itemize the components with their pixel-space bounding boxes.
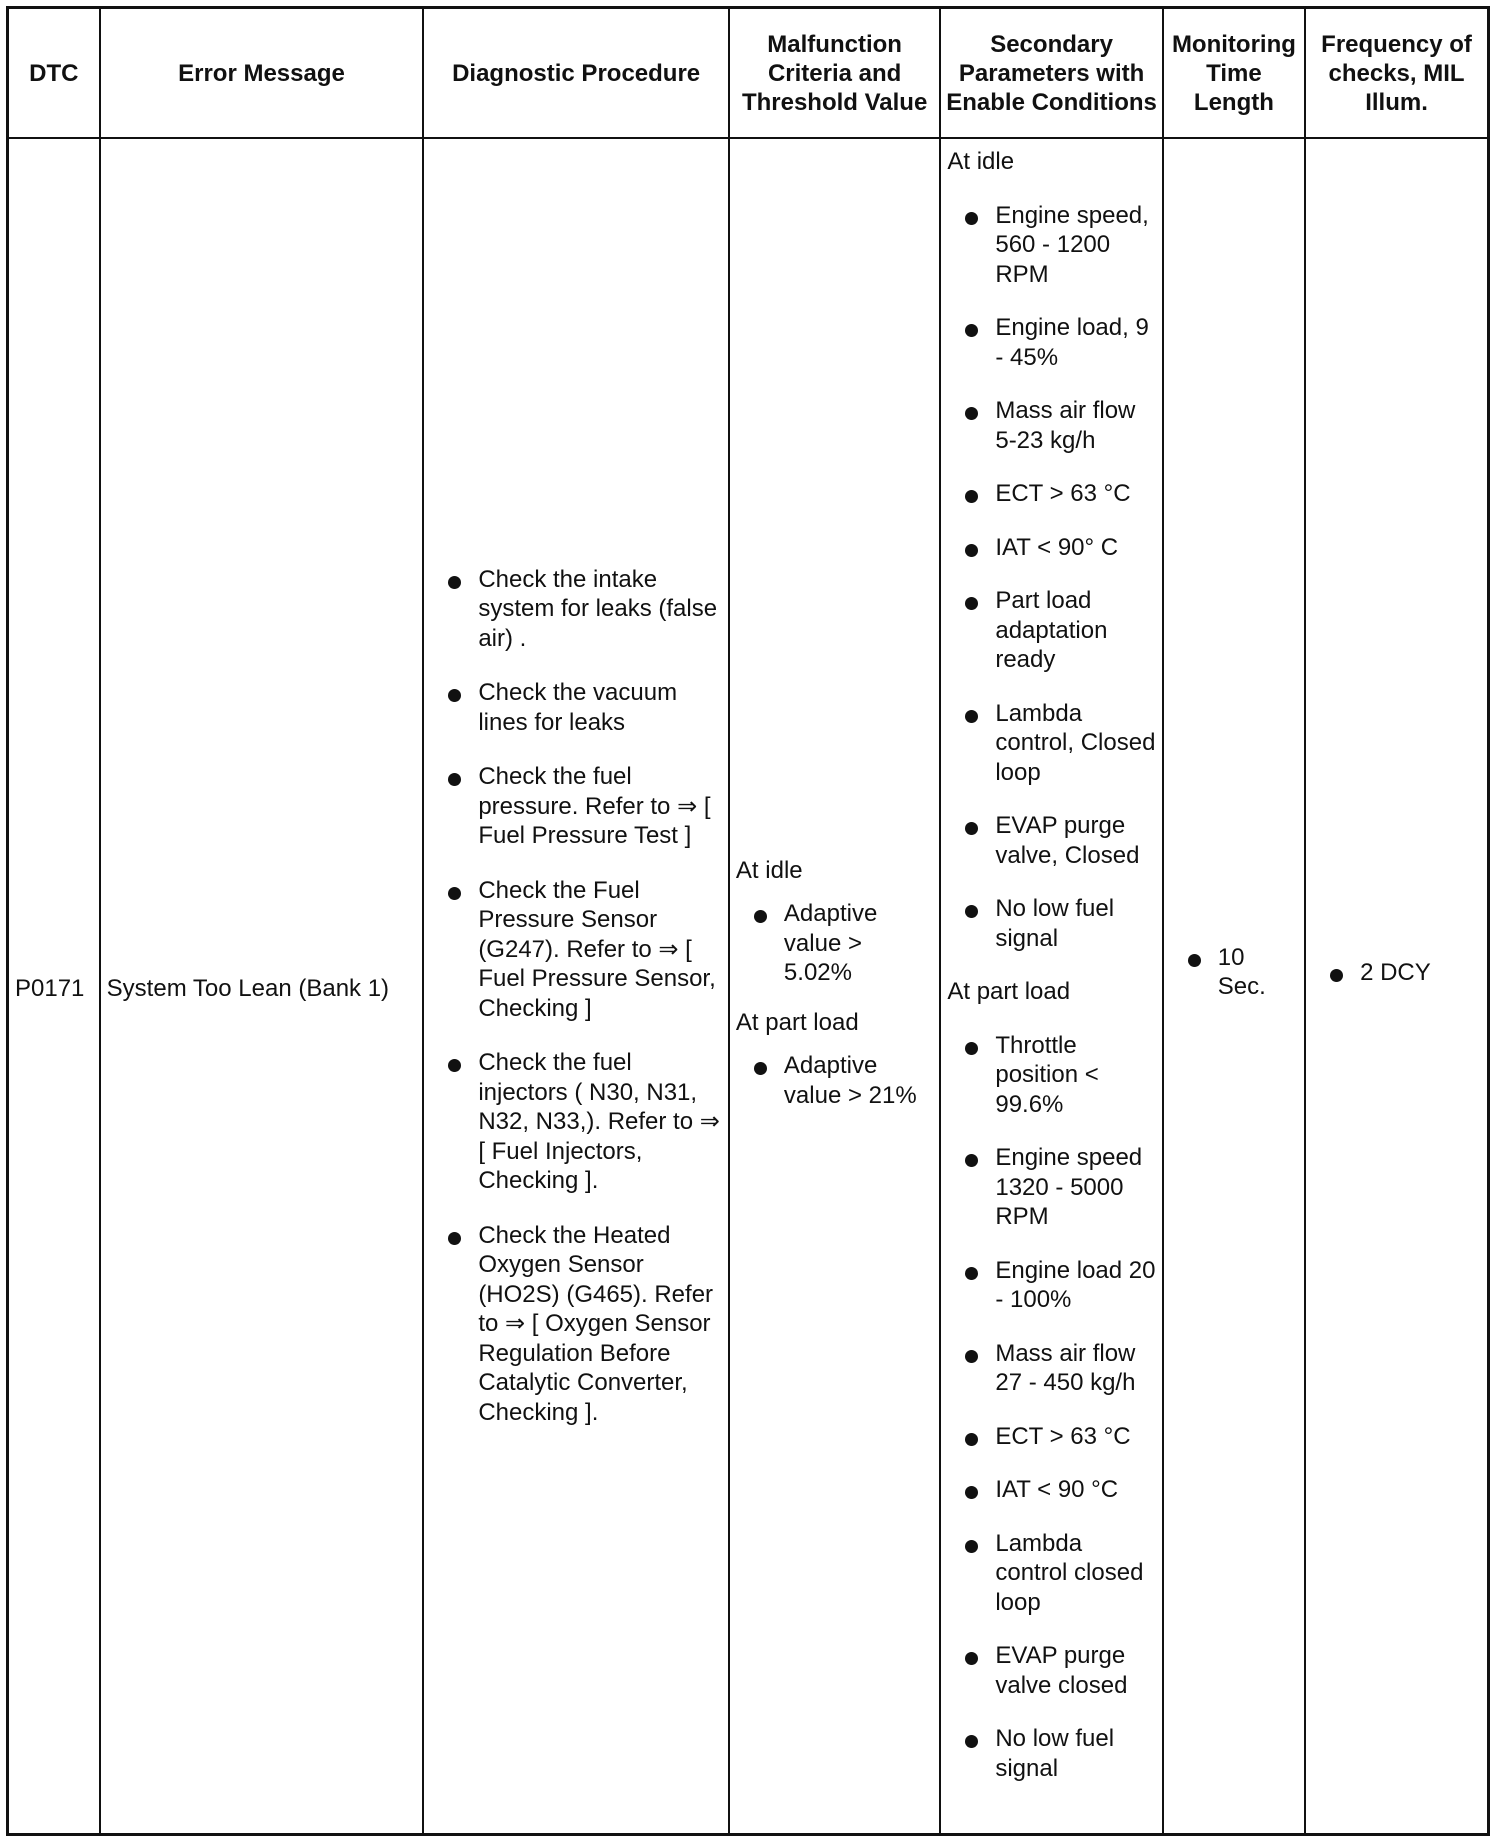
dtc-table: [6, 6, 1490, 1836]
header-diagnostic-procedure: Diagnostic Procedure: [423, 8, 729, 139]
header-error-message: Error Message: [100, 8, 424, 139]
header-row: [8, 8, 1489, 139]
malfunction-criteria-cell: [729, 138, 940, 1835]
secondary-idle-item: Mass air flow 5-23 kg/h: [947, 396, 1155, 455]
header-dtc: DTC: [8, 8, 100, 139]
frequency-item: 2 DCY: [1312, 958, 1481, 988]
secondary-idle-item: Lambda control, Closed loop: [947, 699, 1155, 788]
header-malfunction-criteria: Malfunction Criteria and Threshold Value: [729, 8, 940, 139]
error-message: System Too Lean (Bank 1): [100, 138, 424, 1835]
secondary-parameters-cell: [940, 138, 1162, 1835]
header-secondary-parameters: Secondary Parameters with Enable Conditions: [940, 8, 1162, 139]
secondary-idle-item: IAT < 90° C: [947, 533, 1155, 563]
secondary-part-item: Engine speed 1320 - 5000 RPM: [947, 1143, 1155, 1232]
secondary-part-heading: At part load: [947, 978, 1071, 1005]
table-row: [8, 138, 1489, 1835]
secondary-part-item: ECT > 63 °C: [947, 1422, 1155, 1452]
secondary-idle-item: Engine load, 9 - 45%: [947, 313, 1155, 372]
header-monitoring-time: Monitoring Time Length: [1163, 8, 1305, 139]
secondary-part-item: No low fuel signal: [947, 1724, 1155, 1783]
procedure-item: Check the Heated Oxygen Sensor (HO2S) (G465). Refer to ⇒ [ Oxygen Sensor Regulation Before Catalytic Converter, Checking ].: [430, 1221, 724, 1428]
secondary-idle-item: No low fuel signal: [947, 894, 1155, 953]
diagnostic-procedure-cell: [423, 138, 729, 1835]
secondary-idle-item: ECT > 63 °C: [947, 479, 1155, 509]
secondary-part-item: Lambda control closed loop: [947, 1529, 1155, 1618]
secondary-idle-item: Part load adaptation ready: [947, 586, 1155, 675]
malfunction-part-item: Adaptive value > 21%: [736, 1051, 933, 1110]
procedure-item: Check the intake system for leaks (false air) .: [430, 565, 724, 654]
secondary-idle-item: Engine speed, 560 - 1200 RPM: [947, 201, 1155, 290]
monitoring-time-cell: [1163, 138, 1305, 1835]
secondary-part-item: EVAP purge valve closed: [947, 1641, 1155, 1700]
dtc-code: P0171: [8, 138, 100, 1835]
malfunction-part-heading: At part load: [735, 1008, 859, 1036]
secondary-part-item: Mass air flow 27 - 450 kg/h: [947, 1339, 1155, 1398]
procedure-item: Check the vacuum lines for leaks: [430, 678, 724, 737]
monitoring-time-item: 10 Sec.: [1170, 943, 1298, 1002]
malfunction-idle-heading: At idle: [735, 856, 803, 884]
procedure-item: Check the fuel pressure. Refer to ⇒ [ Fuel Pressure Test ]: [430, 762, 724, 851]
secondary-idle-item: EVAP purge valve, Closed: [947, 811, 1155, 870]
secondary-idle-heading: At idle: [947, 148, 1015, 175]
malfunction-idle-item: Adaptive value > 5.02%: [736, 899, 933, 988]
procedure-item: Check the Fuel Pressure Sensor (G247). Refer to ⇒ [ Fuel Pressure Sensor, Checking ]: [430, 876, 724, 1024]
secondary-part-item: Throttle position < 99.6%: [947, 1031, 1155, 1120]
header-frequency: Frequency of checks, MIL Illum.: [1305, 8, 1488, 139]
secondary-part-item: Engine load 20 - 100%: [947, 1256, 1155, 1315]
secondary-part-item: IAT < 90 °C: [947, 1475, 1155, 1505]
frequency-cell: [1305, 138, 1488, 1835]
procedure-item: Check the fuel injectors ( N30, N31, N32, N33,). Refer to ⇒ [ Fuel Injectors, Checking ].: [430, 1048, 724, 1196]
